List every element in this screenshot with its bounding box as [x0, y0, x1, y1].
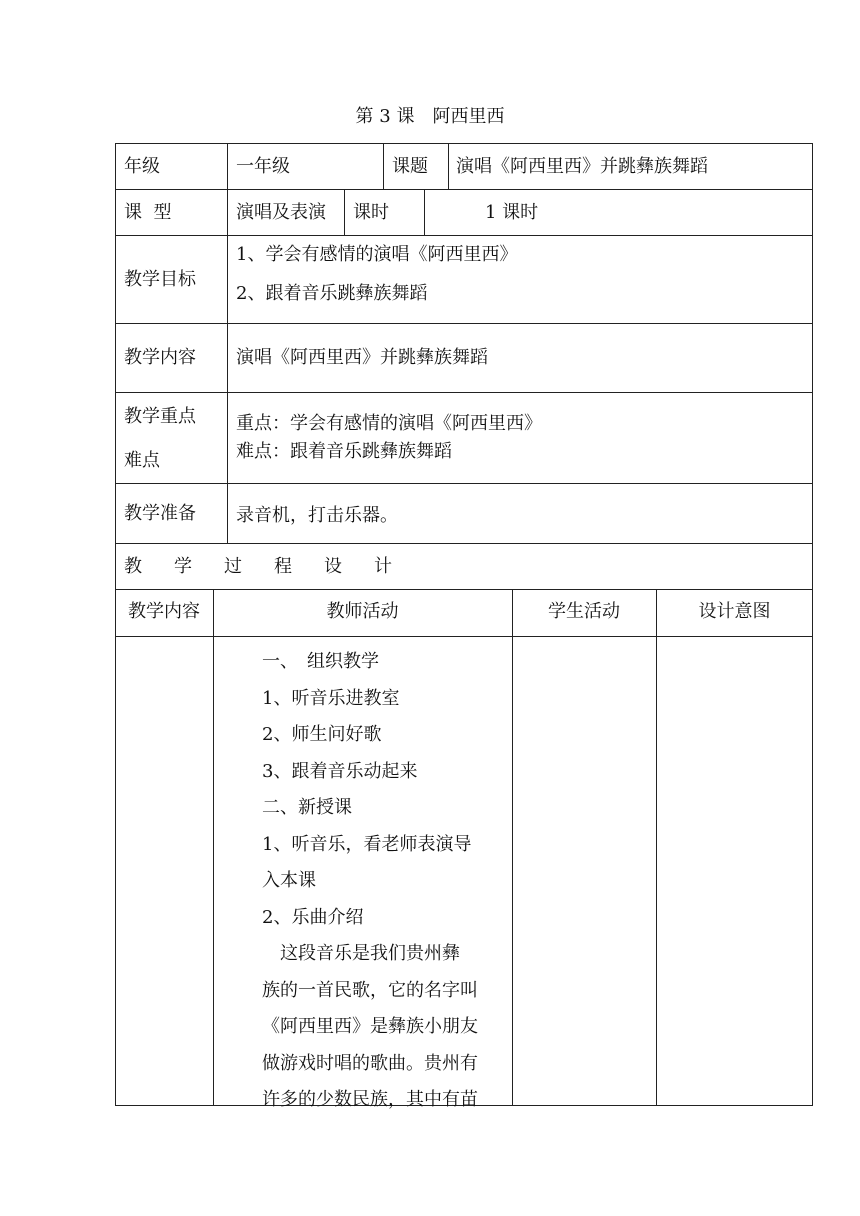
teacher-activity-line: 《阿西里西》是彝族小朋友	[262, 1016, 478, 1037]
teacher-activity-line: 1、听音乐进教室	[262, 687, 400, 709]
teacher-activity-line: 这段音乐是我们贵州彝	[262, 943, 460, 964]
row-divider	[115, 189, 813, 190]
column-header: 设计意图	[698, 601, 771, 622]
column-divider	[213, 589, 214, 1106]
column-divider	[344, 189, 345, 235]
goal-item: 1、学会有感情的演唱《阿西里西》	[236, 244, 518, 265]
type-label: 课 型	[124, 202, 172, 223]
key-points-label-2: 难点	[124, 450, 160, 471]
grade-label: 年级	[124, 156, 160, 177]
teacher-activity-line: 3、跟着音乐动起来	[262, 760, 418, 782]
teacher-activity-line: 1、听音乐，看老师表演导	[262, 833, 472, 855]
row-divider	[115, 392, 813, 393]
column-header: 教师活动	[326, 601, 399, 622]
row-divider	[115, 636, 813, 637]
key-points-label: 教学重点	[124, 406, 196, 427]
teacher-activity-line: 二、新授课	[262, 797, 352, 818]
row-divider	[115, 323, 813, 324]
topic-label: 课题	[392, 156, 428, 177]
teacher-activity-line: 做游戏时唱的歌曲。贵州有	[262, 1052, 478, 1074]
preparation-value: 录音机，打击乐器。	[236, 505, 398, 526]
teacher-activity-line: 一、 组织教学	[262, 651, 379, 672]
grade-value: 一年级	[236, 156, 290, 177]
goal-item: 2、跟着音乐跳彝族舞蹈	[236, 283, 428, 304]
teacher-activity-line: 2、师生问好歌	[262, 724, 382, 745]
type-value: 演唱及表演	[236, 202, 326, 223]
column-divider	[448, 143, 449, 189]
difficulty-text: 难点：跟着音乐跳彝族舞蹈	[236, 441, 452, 462]
hours-value: 1 课时	[485, 202, 539, 223]
column-header: 教学内容	[128, 601, 200, 622]
teacher-activity-line: 2、乐曲介绍	[262, 906, 364, 928]
content-value: 演唱《阿西里西》并跳彝族舞蹈	[236, 347, 488, 368]
column-divider	[383, 143, 384, 189]
teacher-activity	[262, 644, 502, 1119]
goals-label: 教学目标	[124, 269, 196, 290]
preparation-label: 教学准备	[124, 503, 196, 524]
column-divider	[656, 589, 657, 1106]
row-divider	[115, 543, 813, 544]
row-divider	[115, 589, 813, 590]
lesson-title: 第 3 课 阿西里西	[355, 106, 505, 127]
column-header: 学生活动	[548, 601, 620, 622]
hours-label: 课时	[353, 202, 389, 223]
teacher-activity-line: 族的一首民歌，它的名字叫	[262, 979, 478, 1001]
column-divider	[512, 589, 513, 1106]
row-divider	[115, 235, 813, 236]
focus-text: 重点：学会有感情的演唱《阿西里西》	[236, 413, 542, 434]
content-label: 教学内容	[124, 347, 196, 368]
row-divider	[115, 483, 813, 484]
process-header: 教学过程设计	[124, 556, 424, 577]
teacher-activity-line: 入本课	[262, 870, 316, 891]
teacher-activity-line: 许多的少数民族，其中有苗	[262, 1089, 478, 1110]
column-divider	[424, 189, 425, 235]
topic-value: 演唱《阿西里西》并跳彝族舞蹈	[456, 156, 708, 177]
column-divider	[227, 143, 228, 543]
